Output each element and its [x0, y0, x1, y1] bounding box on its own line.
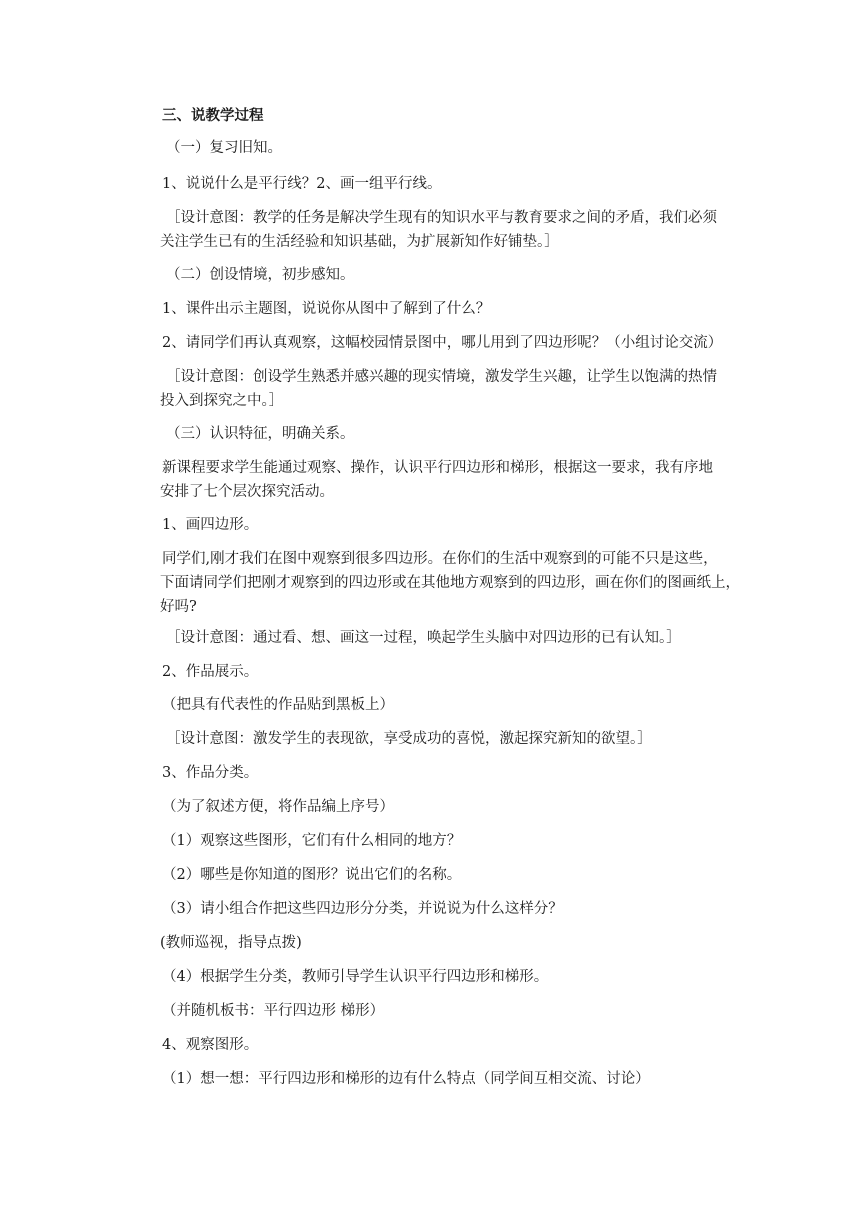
design-intent-line: ［设计意图：创设学生熟悉并感兴趣的现实情境，激发学生兴趣，让学生以饱满的热情: [166, 369, 717, 385]
subsection-review: （一）复习旧知。: [166, 140, 282, 156]
text-line: 新课程要求学生能通过观察、操作，认识平行四边形和梯形，根据这一要求，我有序地: [162, 460, 713, 476]
text-line: （2）哪些是你知道的图形？说出它们的名称。: [162, 867, 462, 883]
design-intent-line: ［设计意图：通过看、想、画这一过程，唤起学生头脑中对四边形的已有认知。］: [166, 630, 681, 646]
text-line: 2、作品展示。: [162, 664, 259, 680]
text-line: 2、请同学们再认真观察，这幅校园情景图中，哪儿用到了四边形呢？（小组讨论交流）: [162, 335, 723, 351]
text-line: 3、作品分类。: [162, 765, 259, 781]
text-line: 好吗?: [160, 599, 197, 615]
text-line: 4、观察图形。: [162, 1037, 259, 1053]
text-line: (教师巡视，指导点拨): [160, 935, 302, 951]
section-heading: 三、说教学过程: [162, 107, 264, 124]
text-line: （4）根据学生分类，教师引导学生认识平行四边形和梯形。: [162, 969, 549, 985]
text-line: （1）想一想：平行四边形和梯形的边有什么特点（同学间互相交流、讨论）: [162, 1071, 650, 1087]
subsection-features: （三）认识特征，明确关系。: [166, 426, 355, 442]
text-line: （为了叙述方便，将作品编上序号）: [162, 799, 394, 815]
text-line: 同学们,刚才我们在图中观察到很多四边形。在你们的生活中观察到的可能不只是这些，: [162, 551, 718, 567]
text-line: （1）观察这些图形，它们有什么相同的地方？: [162, 833, 462, 849]
subsection-scenario: （二）创设情境，初步感知。: [166, 267, 355, 283]
design-intent-line: ［设计意图：激发学生的表现欲，享受成功的喜悦，激起探究新知的欲望。］: [166, 731, 652, 747]
design-intent-line: 投入到探究之中。］: [160, 393, 284, 409]
text-line: （3）请小组合作把这些四边形分分类，并说说为什么这样分？: [162, 901, 563, 917]
design-intent-line: 关注学生已有的生活经验和知识基础，为扩展新知作好铺垫。］: [160, 234, 559, 250]
text-line: 1、说说什么是平行线？2、画一组平行线。: [162, 176, 442, 192]
design-intent-line: ［设计意图：教学的任务是解决学生现有的知识水平与教育要求之间的矛盾，我们必须: [166, 210, 717, 226]
text-line: （把具有代表性的作品贴到黑板上）: [162, 697, 394, 713]
text-line: 1、课件出示主题图，说说你从图中了解到了什么？: [162, 301, 491, 317]
text-line: （并随机板书：平行四边形 梯形）: [162, 1003, 385, 1019]
text-line: 下面请同学们把刚才观察到的四边形或在其他地方观察到的四边形，画在你们的图画纸上，: [160, 575, 740, 591]
text-line: 1、画四边形。: [162, 517, 259, 533]
text-line: 安排了七个层次探究活动。: [160, 484, 334, 500]
